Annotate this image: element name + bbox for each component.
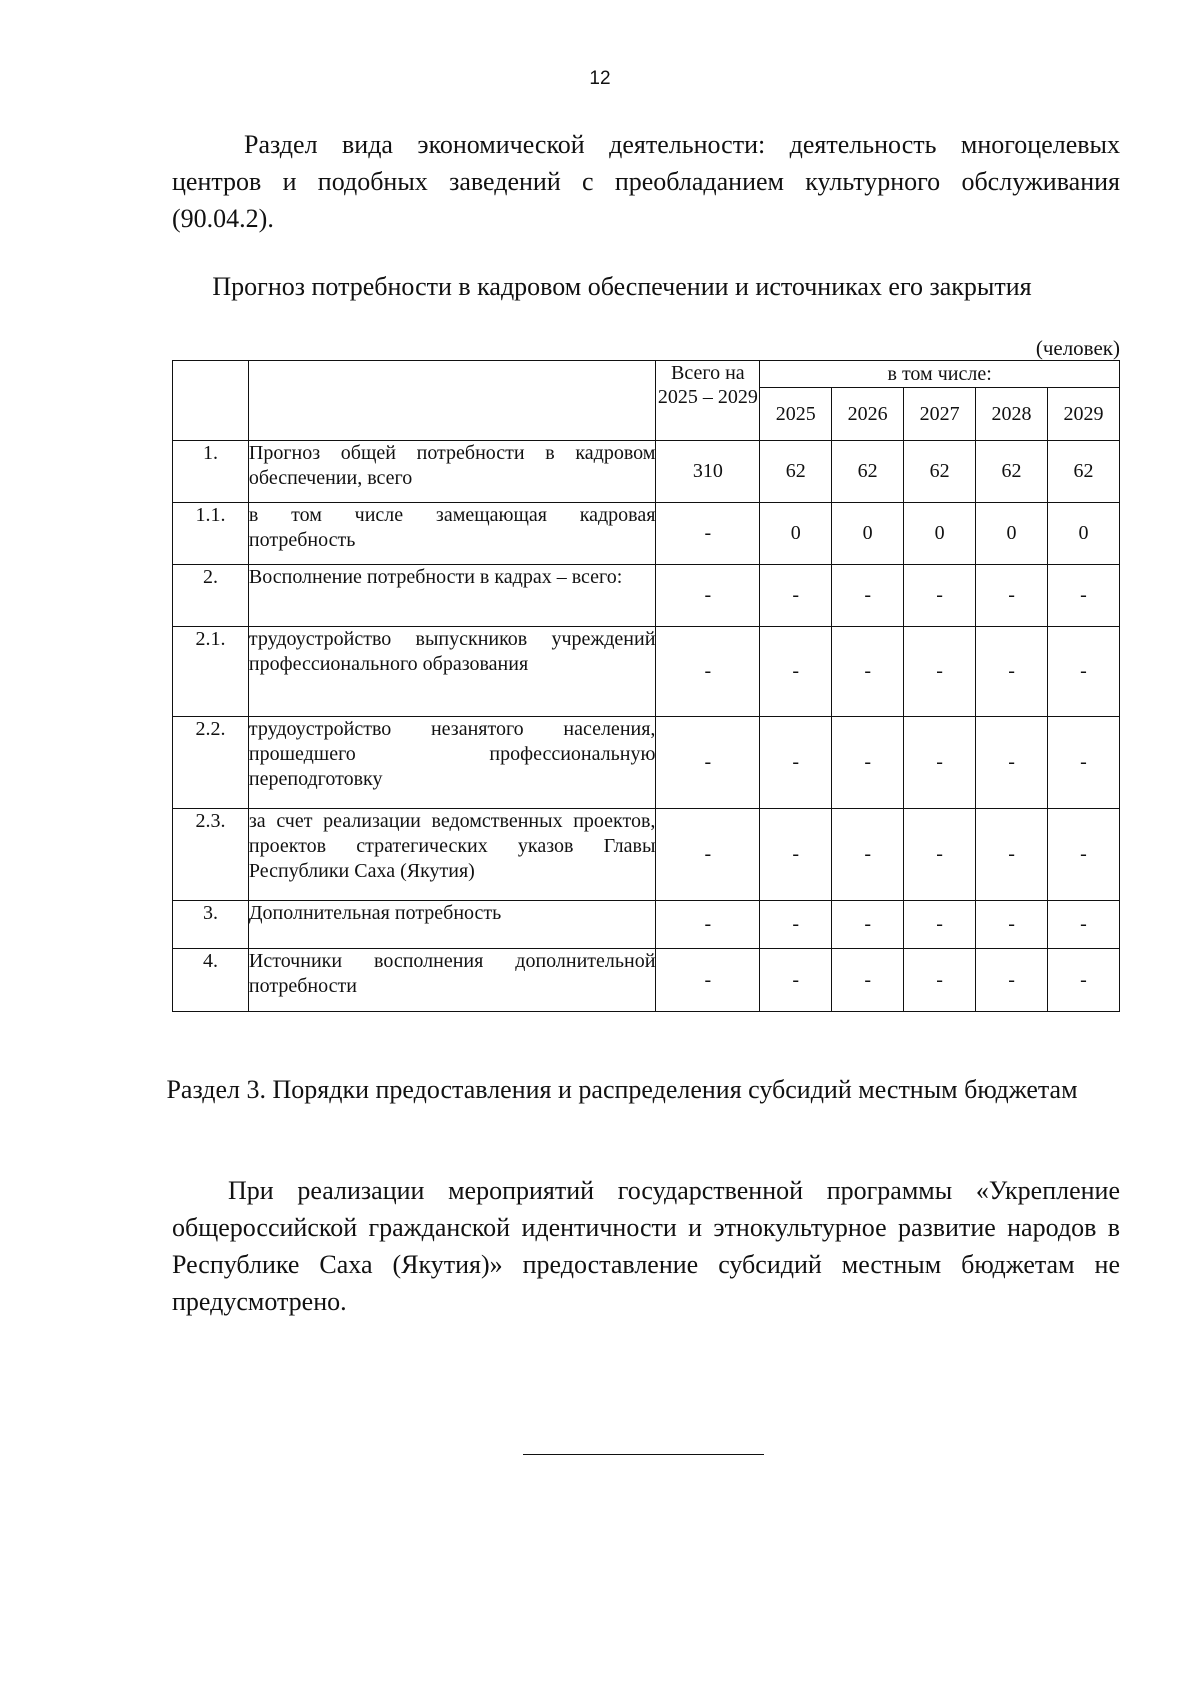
header-year: 2028 <box>976 388 1048 441</box>
cell-total: - <box>656 809 760 901</box>
cell-value: - <box>1047 901 1119 949</box>
cell-value: - <box>760 627 832 717</box>
cell-value: - <box>976 717 1048 809</box>
cell-value: - <box>832 809 904 901</box>
cell-value: - <box>832 949 904 1012</box>
header-total: Всего на 2025 – 2029 <box>656 361 760 441</box>
cell-total: - <box>656 565 760 627</box>
cell-value: 62 <box>976 441 1048 503</box>
row-number: 2.3. <box>173 809 249 901</box>
page-number: 12 <box>589 68 611 89</box>
cell-value: - <box>760 717 832 809</box>
table-row <box>173 809 1120 901</box>
cell-value: - <box>832 627 904 717</box>
header-year: 2026 <box>832 388 904 441</box>
conclusion-paragraph: При реализации мероприятий государственной программы «Укрепление общероссийской гражданской идентичности и этнокультурное развитие народов в Республике Саха (Якутия)» предоставление субсидий местным бюджетам не предусмотрено. <box>172 1176 1120 1316</box>
row-label: трудоустройство выпускников учреждений профессионального образования <box>248 627 656 717</box>
end-divider-line <box>523 1454 764 1455</box>
cell-value: - <box>1047 717 1119 809</box>
cell-value: - <box>832 901 904 949</box>
header-num-cell <box>173 361 249 441</box>
table-header-row <box>173 361 1120 388</box>
row-label: за счет реализации ведомственных проектов, проектов стратегических указов Главы Республики Саха (Якутия) <box>248 809 656 901</box>
cell-value: 0 <box>976 503 1048 565</box>
cell-total: - <box>656 901 760 949</box>
header-year: 2029 <box>1047 388 1119 441</box>
row-label: Дополнительная потребность <box>248 901 656 949</box>
table-row <box>173 627 1120 717</box>
cell-value: 0 <box>904 503 976 565</box>
cell-value: 62 <box>1047 441 1119 503</box>
row-number: 3. <box>173 901 249 949</box>
cell-value: 62 <box>832 441 904 503</box>
row-number: 2.1. <box>173 627 249 717</box>
cell-value: - <box>904 901 976 949</box>
table-row <box>173 717 1120 809</box>
cell-value: - <box>976 627 1048 717</box>
row-number: 4. <box>173 949 249 1012</box>
forecast-table <box>172 360 1120 1012</box>
cell-total: - <box>656 627 760 717</box>
cell-value: - <box>760 809 832 901</box>
header-year: 2025 <box>760 388 832 441</box>
cell-value: 0 <box>760 503 832 565</box>
row-label: Источники восполнения дополнительной потребности <box>248 949 656 1012</box>
cell-value: - <box>904 627 976 717</box>
cell-total: 310 <box>656 441 760 503</box>
cell-value: - <box>976 901 1048 949</box>
row-label: трудоустройство незанятого населения, прошедшего профессиональную переподготовку <box>248 717 656 809</box>
cell-value: - <box>976 809 1048 901</box>
header-group: в том числе: <box>760 361 1120 388</box>
cell-total: - <box>656 717 760 809</box>
intro-paragraph: Раздел вида экономической деятельности: деятельность многоцелевых центров и подобных заведений с преобладанием культурного обслуживания (90.04.2). <box>172 130 1120 233</box>
cell-value: - <box>832 565 904 627</box>
cell-value: - <box>904 949 976 1012</box>
cell-value: - <box>904 565 976 627</box>
table-row <box>173 565 1120 627</box>
cell-value: - <box>904 809 976 901</box>
row-number: 1.1. <box>173 503 249 565</box>
table-row <box>173 901 1120 949</box>
row-label: Восполнение потребности в кадрах – всего: <box>248 565 656 627</box>
cell-value: - <box>832 717 904 809</box>
header-label-cell <box>248 361 656 441</box>
row-label: в том числе замещающая кадровая потребность <box>248 503 656 565</box>
cell-value: - <box>760 949 832 1012</box>
section-3-title: Раздел 3. Порядки предоставления и распределения субсидий местным бюджетам <box>166 1075 1078 1104</box>
cell-value: - <box>1047 627 1119 717</box>
cell-value: - <box>1047 949 1119 1012</box>
table-row <box>173 949 1120 1012</box>
units-label: (человек) <box>1035 336 1120 360</box>
cell-value: - <box>904 717 976 809</box>
cell-value: 0 <box>1047 503 1119 565</box>
cell-value: - <box>976 949 1048 1012</box>
row-number: 2.2. <box>173 717 249 809</box>
header-year: 2027 <box>904 388 976 441</box>
table-title: Прогноз потребности в кадровом обеспечении и источниках его закрытия <box>212 272 1032 301</box>
cell-value: 0 <box>832 503 904 565</box>
cell-value: - <box>1047 809 1119 901</box>
row-number: 1. <box>173 441 249 503</box>
table-row <box>173 503 1120 565</box>
cell-total: - <box>656 503 760 565</box>
cell-value: 62 <box>904 441 976 503</box>
cell-value: - <box>1047 565 1119 627</box>
cell-value: - <box>976 565 1048 627</box>
row-label: Прогноз общей потребности в кадровом обеспечении, всего <box>248 441 656 503</box>
cell-value: 62 <box>760 441 832 503</box>
cell-total: - <box>656 949 760 1012</box>
row-number: 2. <box>173 565 249 627</box>
table-row <box>173 441 1120 503</box>
cell-value: - <box>760 901 832 949</box>
cell-value: - <box>760 565 832 627</box>
